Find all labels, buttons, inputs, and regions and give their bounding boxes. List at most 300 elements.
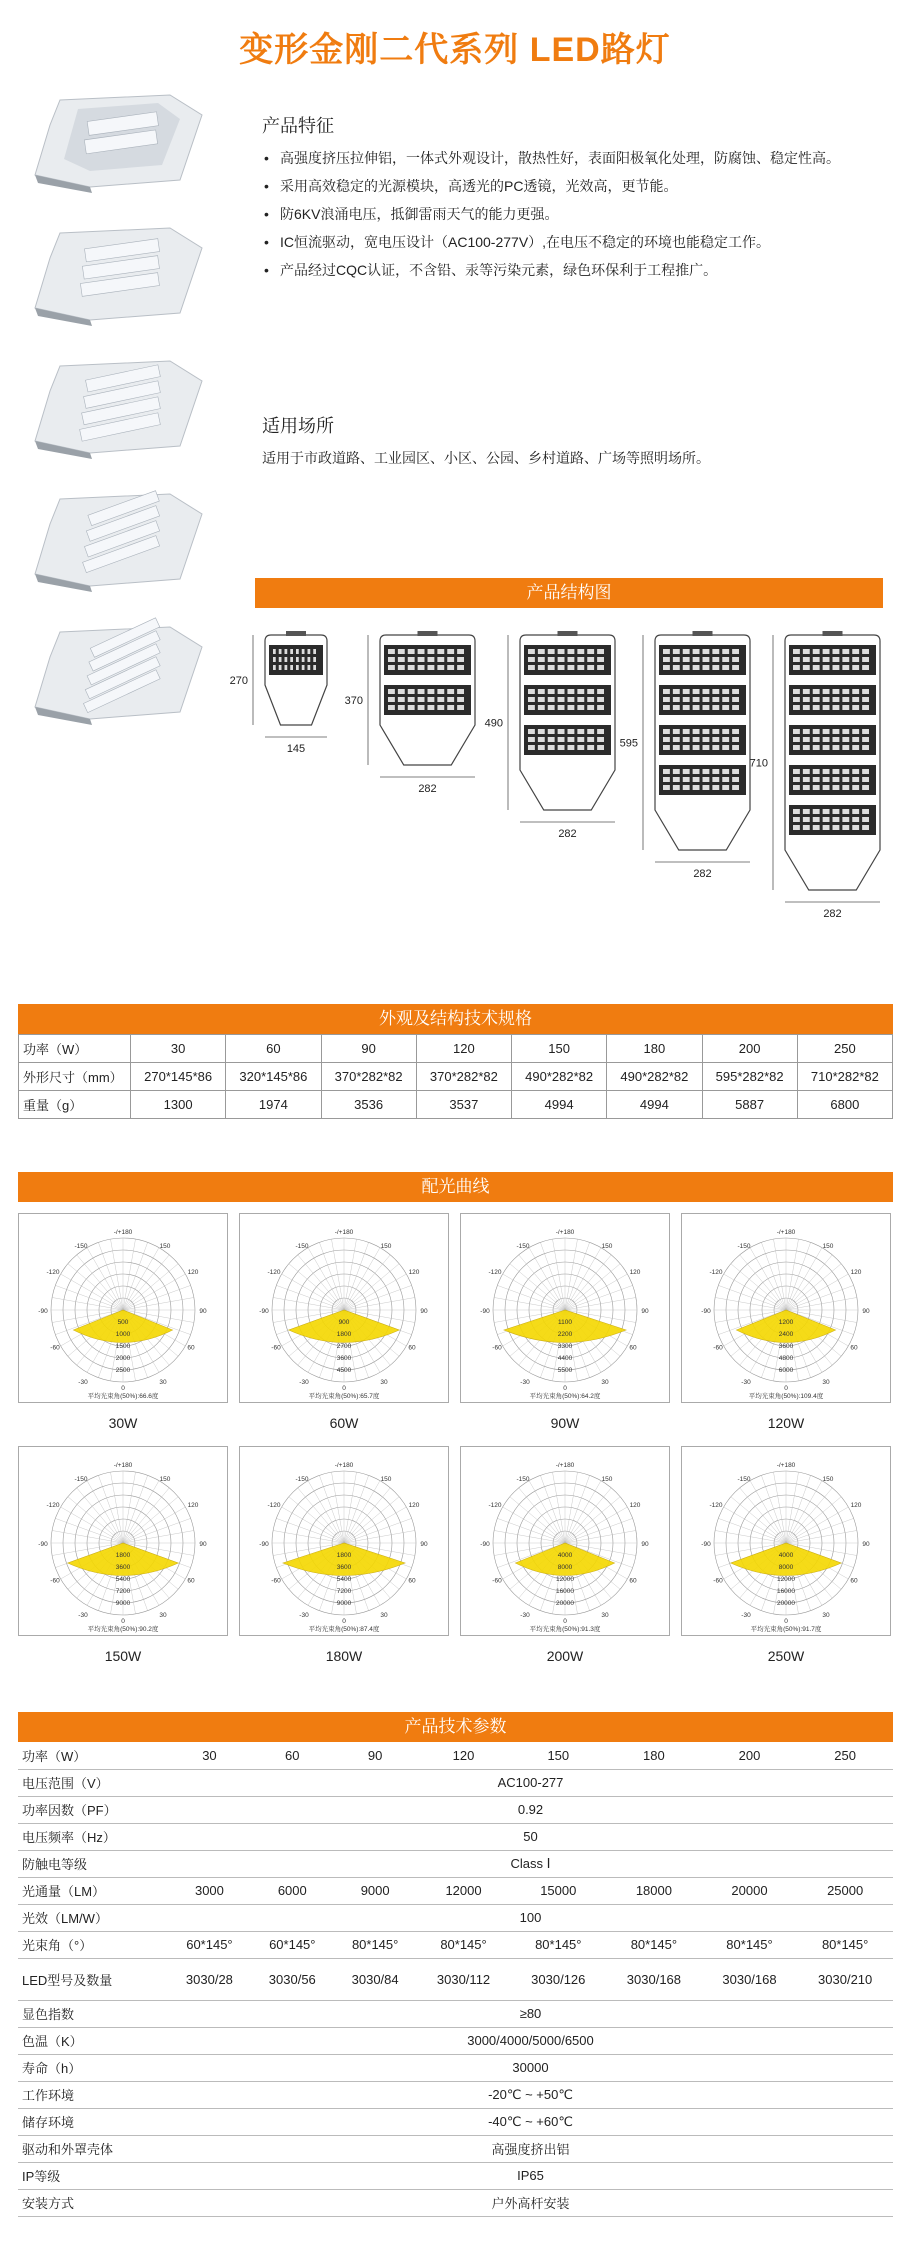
feature-item: • 防6KV浪涌电压，抵御雷雨天气的能力更强。 <box>262 200 882 228</box>
spec-row <box>19 1091 893 1119</box>
params-heading: 产品技术参数 <box>404 1717 507 1736</box>
light-curve-label: 200W <box>546 1648 584 1664</box>
angle-label: -30 <box>78 1379 88 1386</box>
angle-label: 30 <box>380 1379 388 1386</box>
spec-cell: 180 <box>607 1035 702 1063</box>
param-cell: 90 <box>334 1742 417 1769</box>
lamp-photo-2 <box>30 228 205 328</box>
param-label: 电压范围（V） <box>18 1769 168 1796</box>
angle-label: -120 <box>267 1269 281 1276</box>
angle-label: -30 <box>520 1379 530 1386</box>
spec-row-label: 外形尺寸（mm） <box>19 1063 131 1091</box>
height-label: 710 <box>749 757 768 770</box>
polar-chart <box>460 1213 670 1403</box>
intensity-label: 9000 <box>336 1600 352 1607</box>
param-cell: 25000 <box>797 1877 893 1904</box>
intensity-label: 3600 <box>115 1564 131 1571</box>
angle-label: 150 <box>159 1243 171 1250</box>
beam-angle-caption: 平均光束角(50%):109.4度 <box>748 1393 824 1400</box>
spec-cell: 1974 <box>226 1091 321 1119</box>
param-label: 光通量（LM） <box>18 1877 168 1904</box>
intensity-label: 5400 <box>115 1576 131 1583</box>
param-row <box>18 1796 893 1823</box>
intensity-label: 900 <box>338 1319 350 1326</box>
angle-label: 60 <box>408 1577 416 1585</box>
angle-label: 90 <box>199 1308 207 1315</box>
param-value: 3000/4000/5000/6500 <box>168 2027 893 2054</box>
light-curve-label: 250W <box>767 1648 805 1664</box>
param-cell: 3030/28 <box>168 1958 251 2000</box>
width-label: 282 <box>418 783 437 795</box>
param-row <box>18 2189 893 2216</box>
structure-diagrams <box>229 625 875 920</box>
angle-label: 0 <box>784 1618 788 1625</box>
angle-label: 60 <box>629 1344 637 1352</box>
intensity-label: 3300 <box>557 1343 573 1350</box>
angle-label: -150 <box>295 1476 309 1483</box>
angle-label: 150 <box>822 1476 834 1483</box>
features-section <box>262 112 882 284</box>
light-curve-cell <box>681 1446 891 1664</box>
angle-label: -120 <box>709 1269 723 1276</box>
angle-label: 30 <box>159 1379 167 1386</box>
structure-drawing <box>620 631 750 880</box>
angle-label: -30 <box>520 1612 530 1619</box>
angle-label: 0 <box>121 1618 125 1625</box>
angle-label: 150 <box>601 1476 613 1483</box>
intensity-label: 1000 <box>115 1331 131 1338</box>
spec-table <box>18 1034 893 1119</box>
spec-cell: 710*282*82 <box>797 1063 892 1091</box>
param-label: 电压频率（Hz） <box>18 1823 168 1850</box>
param-cell: 20000 <box>702 1877 798 1904</box>
param-label: 安装方式 <box>18 2189 168 2216</box>
intensity-label: 5400 <box>336 1576 352 1583</box>
param-row <box>18 2000 893 2027</box>
angle-label: -/+180 <box>113 1462 133 1469</box>
light-curve-label: 180W <box>325 1648 363 1664</box>
lamp-photo-5 <box>30 627 205 727</box>
angle-label: -30 <box>741 1379 751 1386</box>
param-cell: 200 <box>702 1742 798 1769</box>
param-value: ≥80 <box>168 2000 893 2027</box>
angle-label: 30 <box>822 1379 830 1386</box>
angle-label: 60 <box>187 1577 195 1585</box>
intensity-label: 4500 <box>336 1367 352 1374</box>
angle-label: 0 <box>342 1385 346 1392</box>
angle-label: 0 <box>121 1385 125 1392</box>
angle-label: -/+180 <box>776 1229 796 1236</box>
param-label: LED型号及数量 <box>18 1958 168 2000</box>
intensity-label: 7200 <box>115 1588 131 1595</box>
angle-label: -60 <box>713 1577 723 1585</box>
angle-label: -90 <box>701 1308 711 1315</box>
angle-label: 150 <box>380 1476 392 1483</box>
width-label: 282 <box>558 828 577 840</box>
spec-cell: 3537 <box>416 1091 511 1119</box>
spec-cell: 320*145*86 <box>226 1063 321 1091</box>
angle-label: 90 <box>862 1541 870 1548</box>
intensity-label: 4800 <box>778 1355 794 1362</box>
angle-label: -30 <box>741 1612 751 1619</box>
param-cell: 80*145° <box>606 1931 702 1958</box>
places-text: 适用于市政道路、工业园区、小区、公园、乡村道路、广场等照明场所。 <box>262 450 710 466</box>
intensity-label: 1800 <box>115 1552 131 1559</box>
light-curve-cell <box>239 1213 449 1431</box>
angle-label: -90 <box>38 1541 48 1548</box>
intensity-label: 500 <box>117 1319 129 1326</box>
angle-label: 90 <box>862 1308 870 1315</box>
spec-cell: 30 <box>131 1035 226 1063</box>
intensity-label: 1800 <box>336 1552 352 1559</box>
param-cell: 3030/112 <box>417 1958 511 2000</box>
angle-label: -60 <box>713 1344 723 1352</box>
angle-label: 120 <box>629 1269 641 1276</box>
angle-label: -60 <box>492 1344 502 1352</box>
intensity-label: 2200 <box>557 1331 573 1338</box>
param-cell: 80*145° <box>702 1931 798 1958</box>
intensity-label: 16000 <box>776 1588 796 1595</box>
angle-label: -/+180 <box>555 1229 575 1236</box>
height-label: 270 <box>229 675 248 687</box>
param-row <box>18 2162 893 2189</box>
spec-cell: 270*145*86 <box>131 1063 226 1091</box>
angle-label: 30 <box>822 1612 830 1619</box>
beam-angle-caption: 平均光束角(50%):64.2度 <box>529 1393 601 1400</box>
param-label: 工作环境 <box>18 2081 168 2108</box>
param-cell: 30 <box>168 1742 251 1769</box>
angle-label: -/+180 <box>113 1229 133 1236</box>
angle-label: 30 <box>380 1612 388 1619</box>
features-list <box>262 144 882 284</box>
structure-drawing <box>485 631 615 840</box>
angle-label: -150 <box>516 1476 530 1483</box>
angle-label: -150 <box>74 1243 88 1250</box>
width-label: 282 <box>823 908 842 920</box>
param-label: 功率（W） <box>18 1742 168 1769</box>
lamp-photo-3 <box>30 361 205 461</box>
param-cell: 80*145° <box>334 1931 417 1958</box>
spec-heading: 外观及结构技术规格 <box>379 1009 532 1028</box>
param-value: 户外高杆安装 <box>168 2189 893 2216</box>
angle-label: -/+180 <box>555 1462 575 1469</box>
angle-label: -150 <box>737 1243 751 1250</box>
spec-row <box>19 1035 893 1063</box>
param-row <box>18 1877 893 1904</box>
structure-drawing <box>345 631 475 795</box>
curves-header <box>18 1172 893 1202</box>
angle-label: -60 <box>271 1577 281 1585</box>
intensity-label: 7200 <box>336 1588 352 1595</box>
param-cell: 80*145° <box>797 1931 893 1958</box>
angle-label: 120 <box>187 1269 199 1276</box>
intensity-label: 2400 <box>778 1331 794 1338</box>
param-cell: 180 <box>606 1742 702 1769</box>
angle-label: 30 <box>159 1612 167 1619</box>
angle-label: 90 <box>199 1541 207 1548</box>
spec-cell: 60 <box>226 1035 321 1063</box>
light-curve-label: 60W <box>329 1415 359 1431</box>
angle-label: 150 <box>380 1243 392 1250</box>
angle-label: -90 <box>701 1541 711 1548</box>
param-cell: 12000 <box>417 1877 511 1904</box>
angle-label: 60 <box>187 1344 195 1352</box>
light-curve-label: 90W <box>550 1415 580 1431</box>
angle-label: 30 <box>601 1612 609 1619</box>
lamp-photo-1 <box>30 95 205 195</box>
angle-label: 150 <box>822 1243 834 1250</box>
param-cell: 250 <box>797 1742 893 1769</box>
intensity-label: 2000 <box>115 1355 131 1362</box>
intensity-label: 12000 <box>555 1576 575 1583</box>
param-label: IP等级 <box>18 2162 168 2189</box>
spec-cell: 6800 <box>797 1091 892 1119</box>
param-row <box>18 2027 893 2054</box>
param-row <box>18 2081 893 2108</box>
width-label: 282 <box>693 868 712 880</box>
intensity-label: 4400 <box>557 1355 573 1362</box>
structure-heading: 产品结构图 <box>526 583 612 602</box>
angle-label: -60 <box>50 1344 60 1352</box>
param-cell: 80*145° <box>417 1931 511 1958</box>
spec-cell: 5887 <box>702 1091 797 1119</box>
light-curve-label: 150W <box>104 1648 142 1664</box>
angle-label: 60 <box>629 1577 637 1585</box>
polar-chart <box>18 1213 228 1403</box>
angle-label: -120 <box>267 1502 281 1509</box>
param-row <box>18 2054 893 2081</box>
light-curve-cell <box>681 1213 891 1431</box>
params-header <box>18 1712 893 1742</box>
param-cell: 60*145° <box>251 1931 334 1958</box>
param-cell: 3030/84 <box>334 1958 417 2000</box>
angle-label: -150 <box>74 1476 88 1483</box>
angle-label: 120 <box>408 1502 420 1509</box>
param-value: Class Ⅰ <box>168 1850 893 1877</box>
intensity-label: 20000 <box>776 1600 796 1607</box>
product-photos <box>30 95 220 760</box>
intensity-label: 12000 <box>776 1576 796 1583</box>
polar-chart <box>681 1446 891 1636</box>
spec-cell: 490*282*82 <box>607 1063 702 1091</box>
intensity-label: 2700 <box>336 1343 352 1350</box>
param-row <box>18 1904 893 1931</box>
angle-label: 30 <box>601 1379 609 1386</box>
intensity-label: 1100 <box>558 1319 572 1326</box>
angle-label: -90 <box>259 1308 269 1315</box>
intensity-label: 4000 <box>778 1552 794 1559</box>
intensity-label: 1200 <box>778 1319 794 1326</box>
angle-label: -150 <box>516 1243 530 1250</box>
angle-label: -120 <box>46 1269 60 1276</box>
feature-item: • 采用高效稳定的光源模块，高透光的PC透镜，光效高，更节能。 <box>262 172 882 200</box>
param-cell: 18000 <box>606 1877 702 1904</box>
page-title: 变形金刚二代系列 LED路灯 <box>239 31 671 69</box>
angle-label: 120 <box>850 1502 862 1509</box>
beam-angle-caption: 平均光束角(50%):91.3度 <box>529 1626 601 1633</box>
angle-label: -90 <box>480 1541 490 1548</box>
light-curve-cell <box>460 1213 670 1431</box>
spec-cell: 3536 <box>321 1091 416 1119</box>
param-value: AC100-277 <box>168 1769 893 1796</box>
angle-label: 120 <box>408 1269 420 1276</box>
angle-label: -120 <box>46 1502 60 1509</box>
spec-cell: 4994 <box>512 1091 607 1119</box>
height-label: 490 <box>484 717 503 730</box>
param-cell: 9000 <box>334 1877 417 1904</box>
param-cell: 120 <box>417 1742 511 1769</box>
param-label: 寿命（h） <box>18 2054 168 2081</box>
param-label: 储存环境 <box>18 2108 168 2135</box>
width-label: 145 <box>286 743 306 755</box>
angle-label: 120 <box>629 1502 641 1509</box>
angle-label: 90 <box>420 1541 428 1548</box>
param-cell: 60 <box>251 1742 334 1769</box>
param-value: 高强度挤出铝 <box>168 2135 893 2162</box>
param-cell: 80*145° <box>510 1931 606 1958</box>
spec-cell: 250 <box>797 1035 892 1063</box>
angle-label: 60 <box>408 1344 416 1352</box>
beam-angle-caption: 平均光束角(50%):91.7度 <box>750 1626 822 1633</box>
angle-label: 60 <box>850 1344 858 1352</box>
angle-label: -60 <box>50 1577 60 1585</box>
param-cell: 3000 <box>168 1877 251 1904</box>
param-row <box>18 2108 893 2135</box>
param-row <box>18 1850 893 1877</box>
places-heading: 适用场所 <box>262 416 334 436</box>
spec-cell: 200 <box>702 1035 797 1063</box>
places-section <box>262 412 882 472</box>
param-value: -20℃ ~ +50℃ <box>168 2081 893 2108</box>
angle-label: -150 <box>737 1476 751 1483</box>
param-row <box>18 1931 893 1958</box>
angle-label: -/+180 <box>334 1462 354 1469</box>
light-curve-cell <box>18 1446 228 1664</box>
intensity-label: 2500 <box>115 1367 131 1374</box>
param-cell: 3030/56 <box>251 1958 334 2000</box>
param-cell: 150 <box>510 1742 606 1769</box>
param-value: 0.92 <box>168 1796 893 1823</box>
intensity-label: 8000 <box>778 1564 794 1571</box>
lamp-photo-4 <box>30 494 205 594</box>
angle-label: -90 <box>259 1541 269 1548</box>
param-cell: 15000 <box>510 1877 606 1904</box>
beam-angle-caption: 平均光束角(50%):66.6度 <box>87 1393 159 1400</box>
intensity-label: 1500 <box>115 1343 131 1350</box>
spec-cell: 4994 <box>607 1091 702 1119</box>
intensity-label: 1800 <box>336 1331 352 1338</box>
beam-angle-caption: 平均光束角(50%):90.2度 <box>87 1626 159 1633</box>
param-value: IP65 <box>168 2162 893 2189</box>
param-label: 光束角（°） <box>18 1931 168 1958</box>
spec-cell: 150 <box>512 1035 607 1063</box>
spec-cell: 120 <box>416 1035 511 1063</box>
param-value: 100 <box>168 1904 893 1931</box>
angle-label: 0 <box>563 1385 567 1392</box>
param-cell: 3030/126 <box>510 1958 606 2000</box>
light-curve-cell <box>460 1446 670 1664</box>
angle-label: 120 <box>187 1502 199 1509</box>
param-row <box>18 1742 893 1769</box>
light-curve-cell <box>239 1446 449 1664</box>
param-label: 功率因数（PF） <box>18 1796 168 1823</box>
params-table <box>18 1742 893 2217</box>
param-value: 50 <box>168 1823 893 1850</box>
angle-label: -60 <box>492 1577 502 1585</box>
light-curve-label: 30W <box>108 1415 138 1431</box>
angle-label: 0 <box>784 1385 788 1392</box>
angle-label: -30 <box>299 1379 309 1386</box>
param-value: -40℃ ~ +60℃ <box>168 2108 893 2135</box>
curves-heading: 配光曲线 <box>421 1177 490 1196</box>
angle-label: 150 <box>159 1476 171 1483</box>
param-label: 防触电等级 <box>18 1850 168 1877</box>
param-row <box>18 1769 893 1796</box>
feature-item: • IC恒流驱动，宽电压设计（AC100-277V）,在电压不稳定的环境也能稳定工作。 <box>262 228 882 256</box>
param-row <box>18 2135 893 2162</box>
height-label: 595 <box>619 737 638 750</box>
structure-header <box>255 578 883 608</box>
angle-label: -30 <box>299 1612 309 1619</box>
features-heading: 产品特征 <box>262 116 334 136</box>
intensity-label: 3600 <box>336 1564 352 1571</box>
polar-chart <box>681 1213 891 1403</box>
beam-angle-caption: 平均光束角(50%):65.7度 <box>308 1393 380 1400</box>
angle-label: 90 <box>641 1308 649 1315</box>
param-label: 驱动和外罩壳体 <box>18 2135 168 2162</box>
angle-label: -/+180 <box>776 1462 796 1469</box>
angle-label: 150 <box>601 1243 613 1250</box>
angle-label: -120 <box>488 1269 502 1276</box>
spec-cell: 490*282*82 <box>512 1063 607 1091</box>
feature-item: • 高强度挤压拉伸铝，一体式外观设计，散热性好，表面阳极氧化处理，防腐蚀、稳定性高。 <box>262 144 882 172</box>
param-cell: 3030/168 <box>702 1958 798 2000</box>
intensity-label: 3600 <box>778 1343 794 1350</box>
angle-label: -60 <box>271 1344 281 1352</box>
spec-cell: 595*282*82 <box>702 1063 797 1091</box>
param-row <box>18 1958 893 2000</box>
intensity-label: 9000 <box>115 1600 131 1607</box>
spec-cell: 370*282*82 <box>321 1063 416 1091</box>
spec-cell: 1300 <box>131 1091 226 1119</box>
spec-row-label: 重量（g） <box>19 1091 131 1119</box>
spec-cell: 370*282*82 <box>416 1063 511 1091</box>
angle-label: 60 <box>850 1577 858 1585</box>
angle-label: -30 <box>78 1612 88 1619</box>
angle-label: 90 <box>641 1541 649 1548</box>
polar-chart <box>18 1446 228 1636</box>
param-row <box>18 1823 893 1850</box>
param-cell: 6000 <box>251 1877 334 1904</box>
angle-label: -120 <box>488 1502 502 1509</box>
angle-label: 120 <box>850 1269 862 1276</box>
intensity-label: 4000 <box>557 1552 573 1559</box>
feature-item: • 产品经过CQC认证，不含铅、汞等污染元素，绿色环保利于工程推广。 <box>262 256 882 284</box>
angle-label: -120 <box>709 1502 723 1509</box>
intensity-label: 8000 <box>557 1564 573 1571</box>
param-value: 30000 <box>168 2054 893 2081</box>
param-cell: 3030/210 <box>797 1958 893 2000</box>
intensity-label: 3600 <box>336 1355 352 1362</box>
param-label: 光效（LM/W） <box>18 1904 168 1931</box>
angle-label: 0 <box>563 1618 567 1625</box>
light-curve-cell <box>18 1213 228 1431</box>
param-cell: 3030/168 <box>606 1958 702 2000</box>
spec-row-label: 功率（W） <box>19 1035 131 1063</box>
angle-label: 0 <box>342 1618 346 1625</box>
beam-angle-caption: 平均光束角(50%):87.4度 <box>308 1626 380 1633</box>
polar-chart <box>239 1446 449 1636</box>
